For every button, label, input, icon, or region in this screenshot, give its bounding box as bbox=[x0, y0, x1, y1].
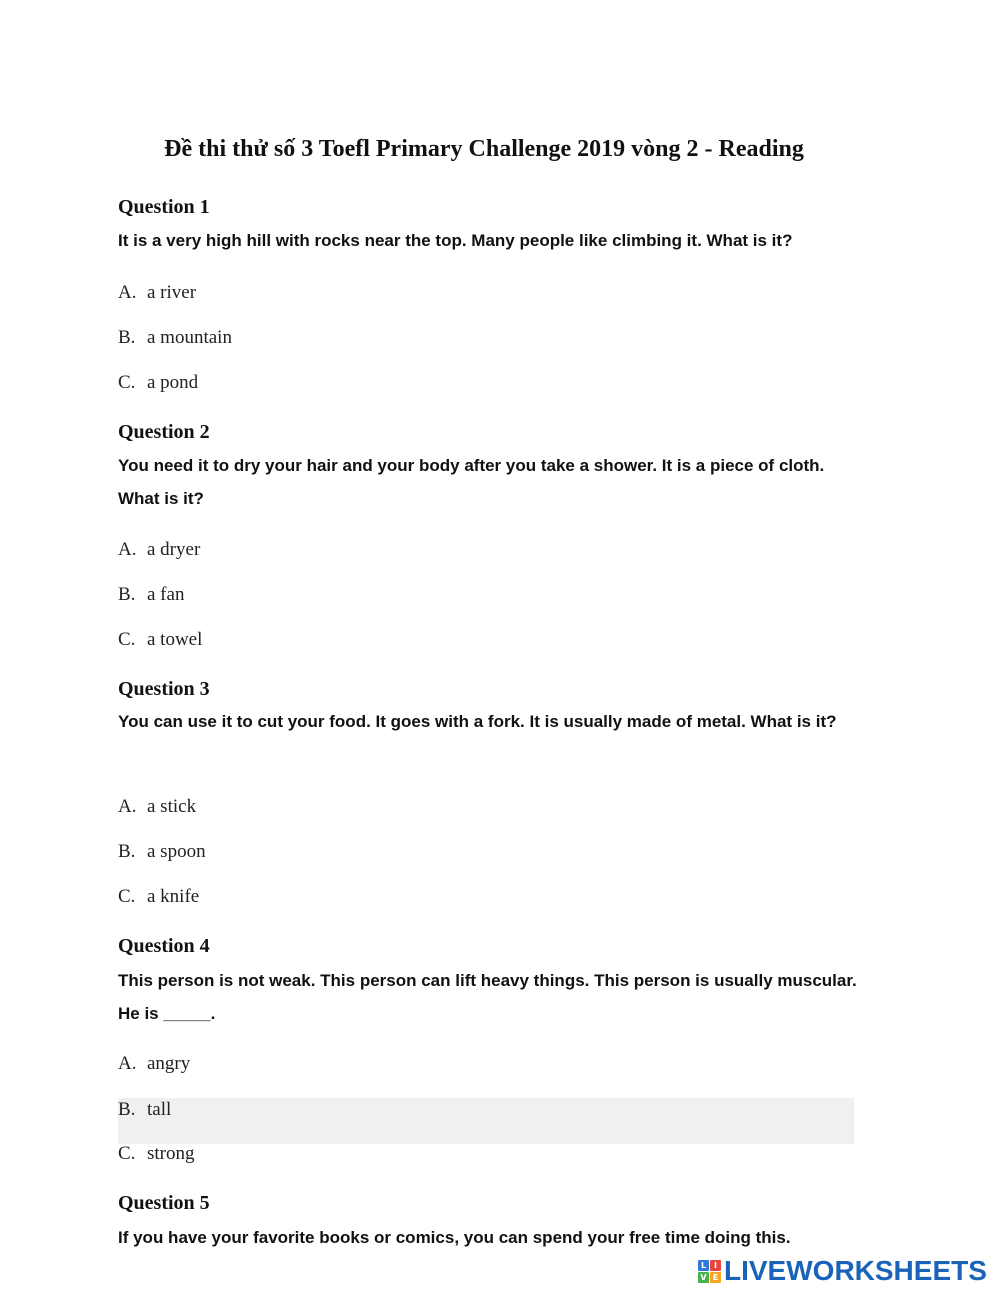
question-3-option-a[interactable] bbox=[118, 796, 854, 842]
option-text: a river bbox=[147, 282, 197, 303]
logo-wordmark: LIVEWORKSHEETS bbox=[724, 1255, 987, 1286]
option-text: a towel bbox=[147, 629, 203, 650]
option-text: a spoon bbox=[147, 841, 206, 862]
question-3-option-b[interactable] bbox=[118, 841, 854, 887]
option-letter: A. bbox=[118, 796, 137, 817]
question-4-heading: Question 4 bbox=[118, 935, 210, 957]
question-1-heading: Question 1 bbox=[118, 196, 210, 218]
question-3-text: You can use it to cut your food. It goes with a fork. It is usually made of metal. What is it? bbox=[118, 712, 837, 731]
option-letter: C. bbox=[118, 629, 136, 650]
question-2-heading: Question 2 bbox=[118, 421, 210, 443]
option-letter: C. bbox=[118, 372, 136, 393]
option-text: a stick bbox=[147, 796, 197, 817]
option-letter: A. bbox=[118, 539, 137, 560]
option-letter: C. bbox=[118, 1143, 136, 1164]
question-4-option-b[interactable] bbox=[118, 1098, 854, 1144]
option-text: tall bbox=[147, 1099, 172, 1120]
question-2-option-c[interactable] bbox=[118, 629, 854, 675]
question-5-text: If you have your favorite books or comics, you can spend your free time doing this. bbox=[118, 1228, 791, 1247]
liveworksheets-logo[interactable] bbox=[698, 1254, 994, 1288]
option-letter: A. bbox=[118, 1053, 137, 1074]
question-3-heading: Question 3 bbox=[118, 678, 210, 700]
question-1-option-b[interactable] bbox=[118, 327, 854, 373]
option-letter: B. bbox=[118, 327, 136, 348]
option-letter: C. bbox=[118, 886, 136, 907]
option-letter: B. bbox=[118, 1099, 136, 1120]
option-text: a dryer bbox=[147, 539, 201, 560]
option-text: strong bbox=[147, 1143, 195, 1164]
question-4-option-c[interactable] bbox=[118, 1143, 854, 1189]
logo-block-letter: L bbox=[698, 1260, 709, 1271]
question-2-text: You need it to dry your hair and your body after you take a shower. It is a piece of cloth. What is it? bbox=[118, 456, 825, 508]
question-1-option-a[interactable] bbox=[118, 282, 854, 328]
option-letter: B. bbox=[118, 841, 136, 862]
option-text: angry bbox=[147, 1053, 191, 1074]
option-letter: B. bbox=[118, 584, 136, 605]
option-text: a fan bbox=[147, 584, 185, 605]
option-text: a pond bbox=[147, 372, 199, 393]
question-5-heading: Question 5 bbox=[118, 1192, 210, 1214]
logo-block-letter: E bbox=[710, 1272, 721, 1283]
liveworksheets-logo-icon bbox=[698, 1260, 721, 1283]
option-letter: A. bbox=[118, 282, 137, 303]
page-title: Đề thi thử số 3 Toefl Primary Challenge 2019 vòng 2 - Reading bbox=[164, 136, 804, 162]
question-3-option-c[interactable] bbox=[118, 886, 854, 932]
question-4-text: This person is not weak. This person can lift heavy things. This person is usually muscular. He is _____. bbox=[118, 971, 857, 1023]
question-1-option-c[interactable] bbox=[118, 372, 854, 418]
option-text: a knife bbox=[147, 886, 200, 907]
question-2-option-b[interactable] bbox=[118, 584, 854, 630]
question-2-option-a[interactable] bbox=[118, 539, 854, 585]
question-1-text: It is a very high hill with rocks near the top. Many people like climbing it. What is it? bbox=[118, 231, 793, 250]
logo-block-letter: V bbox=[698, 1272, 709, 1283]
logo-block-letter: I bbox=[710, 1260, 721, 1271]
question-4-option-a[interactable] bbox=[118, 1053, 854, 1099]
option-text: a mountain bbox=[147, 327, 232, 348]
